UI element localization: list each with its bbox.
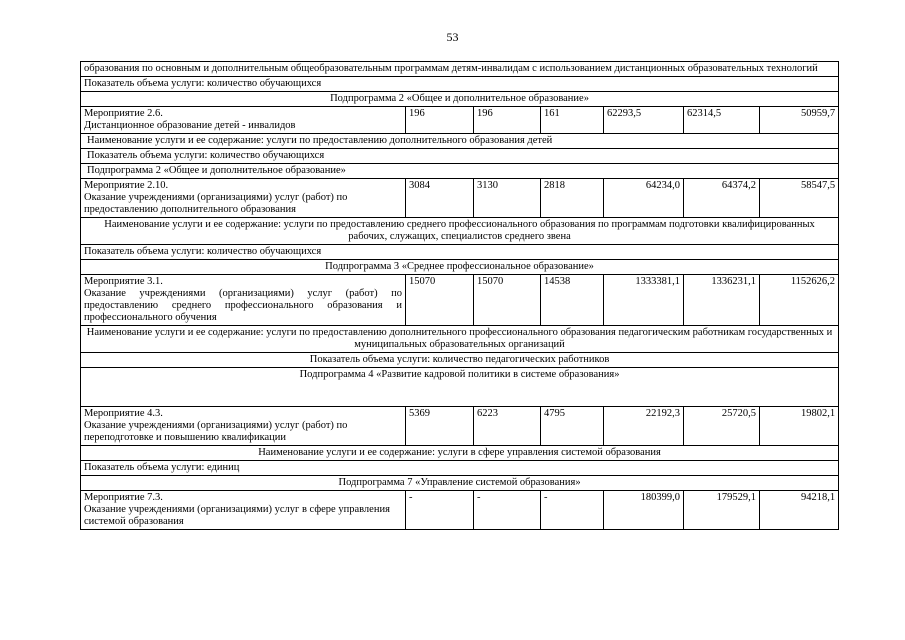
value-cell: 161 bbox=[541, 107, 604, 134]
table-row bbox=[81, 368, 839, 407]
volume-indicator: Показатель объема услуги: количество педагогических работников bbox=[81, 353, 839, 368]
table-row-measure bbox=[81, 275, 839, 326]
table-row bbox=[81, 218, 839, 245]
value-cell: 19802,1 bbox=[760, 407, 839, 446]
value-cell: 14538 bbox=[541, 275, 604, 326]
value-cell: 64234,0 bbox=[604, 179, 684, 218]
value-cell: - bbox=[406, 491, 474, 530]
service-name: Наименование услуги и ее содержание: услуги по предоставлению дополнительного образования детей bbox=[81, 134, 839, 149]
subprogram-header: Подпрограмма 2 «Общее и дополнительное образование» bbox=[81, 92, 839, 107]
table-row bbox=[81, 476, 839, 491]
table-row bbox=[81, 164, 839, 179]
measure-description: Оказание учреждениями (организациями) услуг (работ) по переподготовке и повышению квалификации bbox=[84, 420, 348, 443]
volume-indicator: Показатель объема услуги: количество обучающихся bbox=[81, 245, 839, 260]
table-row bbox=[81, 149, 839, 164]
table-row-measure bbox=[81, 179, 839, 218]
value-cell: 5369 bbox=[406, 407, 474, 446]
value-cell: 1333381,1 bbox=[604, 275, 684, 326]
subprogram-header: Подпрограмма 7 «Управление системой образования» bbox=[81, 476, 839, 491]
subprogram-header: Подпрограмма 2 «Общее и дополнительное образование» bbox=[81, 164, 839, 179]
subprogram-header: Подпрограмма 3 «Среднее профессиональное образование» bbox=[81, 260, 839, 275]
table-row bbox=[81, 62, 839, 77]
measure-title: Мероприятие 2.10. bbox=[84, 180, 169, 191]
table-row bbox=[81, 353, 839, 368]
measure-title: Мероприятие 7.3. bbox=[84, 492, 163, 503]
value-cell: 15070 bbox=[474, 275, 541, 326]
value-cell: 6223 bbox=[474, 407, 541, 446]
value-cell: 15070 bbox=[406, 275, 474, 326]
table-row-measure bbox=[81, 491, 839, 530]
measure-description: Оказание учреждениями (организациями) услуг в сфере управления системой образования bbox=[84, 504, 390, 527]
measure-cell bbox=[81, 179, 406, 218]
value-cell: 94218,1 bbox=[760, 491, 839, 530]
value-cell: 58547,5 bbox=[760, 179, 839, 218]
value-cell: - bbox=[474, 491, 541, 530]
table-row bbox=[81, 77, 839, 92]
page-number: 53 bbox=[446, 30, 459, 44]
value-cell: 62314,5 bbox=[684, 107, 760, 134]
value-cell: 64374,2 bbox=[684, 179, 760, 218]
table-row bbox=[81, 260, 839, 275]
value-cell: 196 bbox=[474, 107, 541, 134]
value-cell: 1152626,2 bbox=[760, 275, 839, 326]
table-row bbox=[81, 245, 839, 260]
value-cell: 50959,7 bbox=[760, 107, 839, 134]
value-cell: 2818 bbox=[541, 179, 604, 218]
service-name: Наименование услуги и ее содержание: услуги в сфере управления системой образования bbox=[81, 446, 839, 461]
service-name: Наименование услуги и ее содержание: услуги по предоставлению дополнительного профессионального образования педагогическим работникам государственных и муниципальных образовательных организаций bbox=[81, 326, 839, 353]
table-row bbox=[81, 134, 839, 149]
table-row bbox=[81, 92, 839, 107]
measure-description: Дистанционное образование детей - инвалидов bbox=[84, 120, 296, 131]
table-row bbox=[81, 461, 839, 476]
value-cell: 62293,5 bbox=[604, 107, 684, 134]
volume-indicator: Показатель объема услуги: количество обучающихся bbox=[81, 77, 839, 92]
value-cell: 180399,0 bbox=[604, 491, 684, 530]
table-row-measure bbox=[81, 107, 839, 134]
measure-cell bbox=[81, 407, 406, 446]
measure-cell bbox=[81, 275, 406, 326]
value-cell: 25720,5 bbox=[684, 407, 760, 446]
value-cell: 196 bbox=[406, 107, 474, 134]
table-row bbox=[81, 326, 839, 353]
services-table bbox=[80, 61, 839, 530]
value-cell: 3130 bbox=[474, 179, 541, 218]
measure-description: Оказание учреждениями (организациями) услуг (работ) по предоставлению дополнительного образования bbox=[84, 192, 348, 215]
value-cell: - bbox=[541, 491, 604, 530]
table-row bbox=[81, 446, 839, 461]
value-cell: 1336231,1 bbox=[684, 275, 760, 326]
service-name: Наименование услуги и ее содержание: услуги по предоставлению среднего профессионального образования по программам подготовки квалифицированных рабочих, служащих, специалистов среднего звена bbox=[81, 218, 839, 245]
measure-title: Мероприятие 3.1. bbox=[84, 276, 163, 287]
table-row-measure bbox=[81, 407, 839, 446]
value-cell: 22192,3 bbox=[604, 407, 684, 446]
measure-title: Мероприятие 2.6. bbox=[84, 108, 163, 119]
subprogram-header: Подпрограмма 4 «Развитие кадровой политики в системе образования» bbox=[81, 368, 839, 407]
volume-indicator: Показатель объема услуги: количество обучающихся bbox=[81, 149, 839, 164]
measure-cell bbox=[81, 107, 406, 134]
measure-description: Оказание учреждениями (организациями) услуг (работ) по предоставлению среднего профессионального образования и профессионального обучения bbox=[84, 288, 402, 323]
value-cell: 4795 bbox=[541, 407, 604, 446]
value-cell: 179529,1 bbox=[684, 491, 760, 530]
service-description-continued: образования по основным и дополнительным общеобразовательным программам детям-инвалидам с использованием дистанционных образовательных технологий bbox=[81, 62, 839, 77]
volume-indicator: Показатель объема услуги: единиц bbox=[81, 461, 839, 476]
measure-title: Мероприятие 4.3. bbox=[84, 408, 163, 419]
value-cell: 3084 bbox=[406, 179, 474, 218]
measure-cell bbox=[81, 491, 406, 530]
